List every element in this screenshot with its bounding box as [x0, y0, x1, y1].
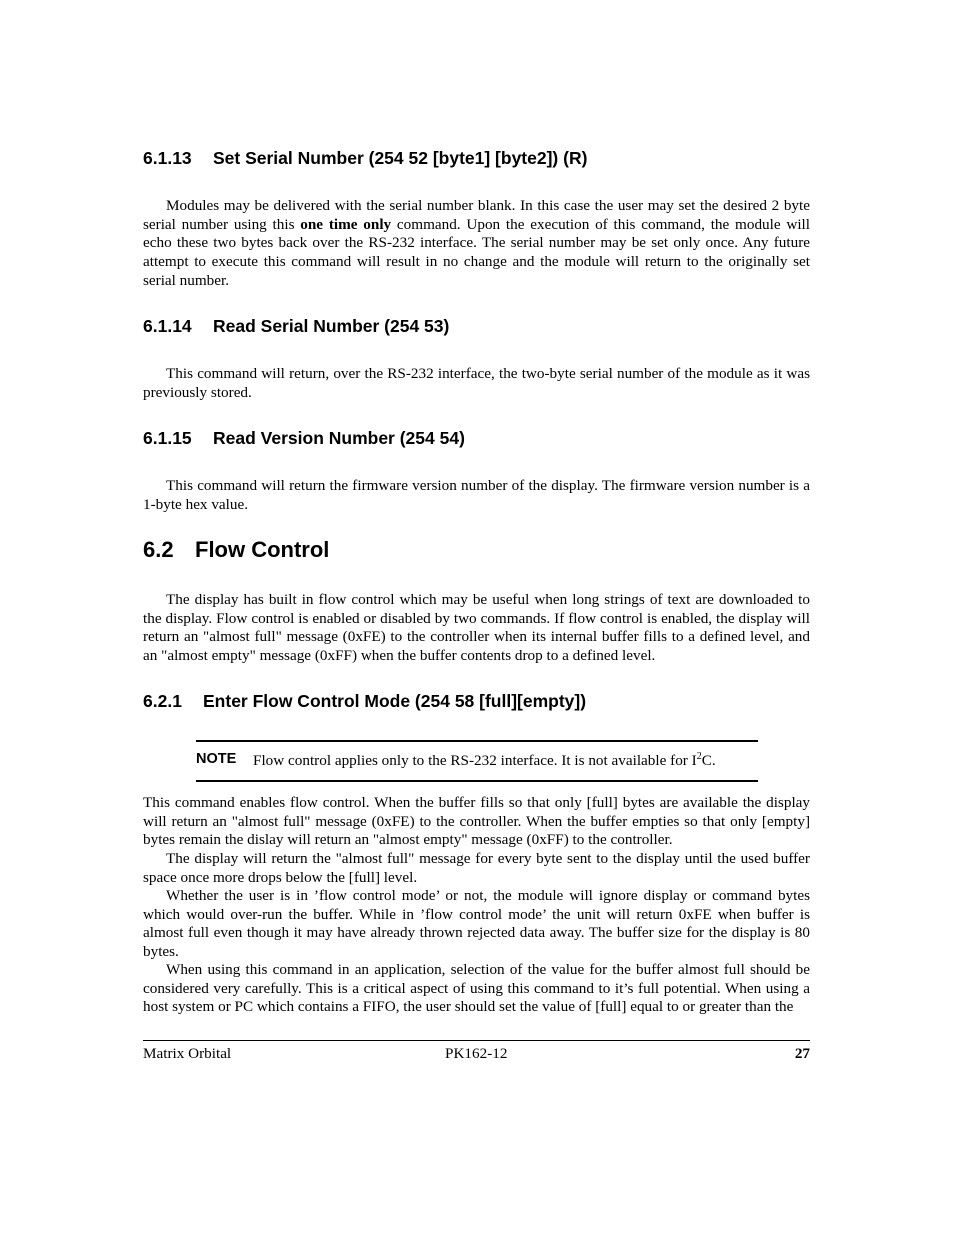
paragraph-6-2-1-a: This command enables flow control. When the buffer fills so that only [full] bytes are available the display will return an "almost full" message (0xFE) to the controller. When the buffer empties so that only [empty] bytes remain the dislay will return an "almost empty" message (0xFF) to the controller.	[143, 794, 810, 849]
paragraph-6-2-1-b: The display will return the "almost full" message for every byte sent to the display until the used buffer space once more drops below the [full] level.	[143, 850, 810, 886]
paragraph-6-1-14: This command will return, over the RS-232 interface, the two-byte serial number of the module as it was previously stored.	[143, 365, 810, 401]
section-number: 6.2	[143, 537, 174, 562]
heading-6-1-15	[143, 428, 465, 448]
paragraph-6-2: The display has built in flow control which may be useful when long strings of text are downloaded to the display. Flow control is enabled or disabled by two commands. If flow control is enabled, the display will return an "almost full" message (0xFE) to the controller when its internal buffer fills to a defined level, and an "almost empty" message (0xFF) when the buffer contents drop to a defined level.	[143, 591, 810, 665]
heading-6-2-1	[143, 691, 586, 711]
paragraph-6-1-15: This command will return the firmware version number of the display. The firmware version number is a 1-byte hex value.	[143, 477, 810, 513]
section-number: 6.2.1	[143, 691, 182, 711]
note-box	[196, 740, 758, 782]
paragraph-6-2-1-d: When using this command in an application, selection of the value for the buffer almost full should be considered very carefully. This is a critical aspect of using this command to it’s full potential. When using a host system or PC which contains a FIFO, the user should set the value of [full] equal to or greater than the	[143, 961, 810, 1016]
text-run: command. Upon the execution of this command, the module will echo these two bytes back over the RS-232 interface. The serial number may be set only once. Any future attempt to execute this command will result in no change and the module will return to the originally set serial number.	[143, 215, 810, 289]
note-text-end: C.	[701, 752, 716, 770]
note-text-main: Flow control applies only to the RS-232 interface. It is not available for I	[253, 752, 697, 770]
note-label: NOTE	[196, 751, 237, 767]
paragraph-6-2-1-c: Whether the user is in ’flow control mode’ or not, the module will ignore display or command bytes which would over-run the buffer. While in ’flow control mode’ the unit will return 0xFE when buffer is almost full even though it may have already thrown rejected data away. The buffer size for the display is 80 bytes.	[143, 887, 810, 961]
section-number: 6.1.13	[143, 148, 192, 168]
section-number: 6.1.15	[143, 428, 192, 448]
note-superscript: 2	[696, 751, 702, 762]
section-title: Read Version Number (254 54)	[213, 428, 465, 448]
note-text	[253, 751, 716, 770]
paragraph-6-1-13	[143, 197, 810, 291]
section-title: Set Serial Number (254 52 [byte1] [byte2]) (R)	[213, 148, 588, 168]
heading-6-1-13	[143, 148, 587, 168]
footer-center: PK162-12	[445, 1045, 508, 1062]
section-number: 6.1.14	[143, 316, 192, 336]
footer-rule	[143, 1040, 810, 1041]
text-run: Modules may be delivered with the serial number blank. In this case the user may set the desired 2 byte serial number using this	[143, 197, 810, 233]
section-title: Read Serial Number (254 53)	[213, 316, 450, 336]
footer-left: Matrix Orbital	[143, 1045, 232, 1062]
section-title: Enter Flow Control Mode (254 58 [full][empty])	[203, 691, 587, 711]
section-title: Flow Control	[195, 537, 330, 562]
bold-text: one time only	[300, 215, 392, 233]
heading-6-1-14	[143, 316, 449, 336]
heading-6-2	[143, 537, 329, 563]
page-number: 27	[794, 1045, 810, 1062]
